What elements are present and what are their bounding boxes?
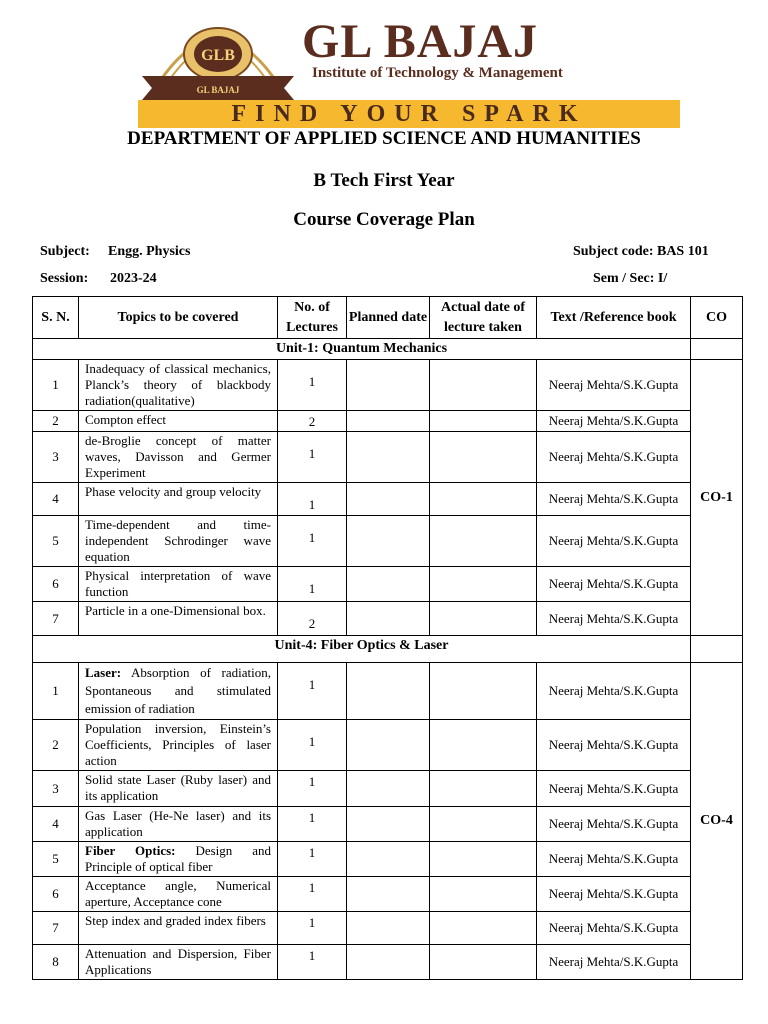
row-actual-date	[430, 877, 537, 912]
row-lectures: 1	[278, 945, 347, 980]
co-cell: CO-1	[691, 360, 743, 636]
row-sn: 5	[33, 516, 79, 567]
session-label: Session:	[40, 271, 89, 286]
row-actual-date	[430, 483, 537, 516]
row-book: Neeraj Mehta/S.K.Gupta	[537, 771, 691, 807]
row-book: Neeraj Mehta/S.K.Gupta	[537, 360, 691, 411]
row-topic: Compton effect	[79, 411, 278, 432]
course-plan-table	[32, 296, 743, 980]
row-sn: 5	[33, 842, 79, 877]
topic-text: Absorption of radiation, Spontaneous and stimulated emission of radiation	[85, 665, 271, 716]
semester-section: Sem / Sec: I/	[593, 271, 668, 286]
row-sn: 2	[33, 411, 79, 432]
row-lectures: 1	[278, 842, 347, 877]
row-lectures: 1	[278, 360, 347, 411]
row-actual-date	[430, 842, 537, 877]
row-actual-date	[430, 432, 537, 483]
unit-row	[33, 636, 743, 663]
col-header-planned-date: Planned date	[347, 297, 430, 339]
col-header-co: CO	[691, 297, 743, 339]
topic-text: Design and Principle of optical fiber	[85, 843, 271, 874]
table-row	[33, 912, 743, 945]
row-actual-date	[430, 567, 537, 602]
row-book: Neeraj Mehta/S.K.Gupta	[537, 945, 691, 980]
row-book: Neeraj Mehta/S.K.Gupta	[537, 516, 691, 567]
row-topic: Solid state Laser (Ruby laser) and its application	[79, 771, 278, 807]
table-header-row	[33, 297, 743, 339]
table-row	[33, 360, 743, 411]
table-row	[33, 877, 743, 912]
subject-value: Engg. Physics	[108, 244, 191, 259]
table-row	[33, 483, 743, 516]
col-header-actual-date: Actual date of lecture taken	[430, 297, 537, 339]
row-lectures: 1	[278, 663, 347, 720]
row-book: Neeraj Mehta/S.K.Gupta	[537, 411, 691, 432]
row-lectures: 1	[278, 877, 347, 912]
table-row	[33, 945, 743, 980]
subject-code: Subject code: BAS 101	[573, 244, 709, 259]
unit-row	[33, 339, 743, 360]
table-row	[33, 602, 743, 636]
row-sn: 2	[33, 720, 79, 771]
row-lectures: 1	[278, 771, 347, 807]
table-row	[33, 516, 743, 567]
row-actual-date	[430, 516, 537, 567]
row-lectures: 1	[278, 807, 347, 842]
row-topic: Step index and graded index fibers	[79, 912, 278, 945]
row-sn: 4	[33, 483, 79, 516]
row-topic: Time-dependent and time-independent Schrodinger wave equation	[79, 516, 278, 567]
row-sn: 6	[33, 567, 79, 602]
co-cell: CO-4	[691, 663, 743, 980]
row-sn: 7	[33, 912, 79, 945]
row-actual-date	[430, 807, 537, 842]
row-topic	[79, 663, 278, 720]
row-book: Neeraj Mehta/S.K.Gupta	[537, 807, 691, 842]
unit-title: Unit-1: Quantum Mechanics	[33, 339, 691, 360]
row-book: Neeraj Mehta/S.K.Gupta	[537, 720, 691, 771]
row-actual-date	[430, 360, 537, 411]
row-lectures: 1	[278, 567, 347, 602]
row-topic	[79, 842, 278, 877]
row-planned-date	[347, 483, 430, 516]
department-heading: DEPARTMENT OF APPLIED SCIENCE AND HUMANITIES	[127, 128, 641, 149]
row-lectures: 1	[278, 912, 347, 945]
row-lectures: 2	[278, 602, 347, 636]
row-planned-date	[347, 360, 430, 411]
unit-title: Unit-4: Fiber Optics & Laser	[33, 636, 691, 663]
row-book: Neeraj Mehta/S.K.Gupta	[537, 842, 691, 877]
row-actual-date	[430, 602, 537, 636]
row-lectures: 2	[278, 411, 347, 432]
row-book: Neeraj Mehta/S.K.Gupta	[537, 567, 691, 602]
row-topic: Inadequacy of classical mechanics, Planck’s theory of blackbody radiation(qualitative)	[79, 360, 278, 411]
row-actual-date	[430, 945, 537, 980]
brand-name: GL BAJAJ	[302, 15, 539, 68]
row-book: Neeraj Mehta/S.K.Gupta	[537, 432, 691, 483]
row-topic: Attenuation and Dispersion, Fiber Applications	[79, 945, 278, 980]
table-row	[33, 567, 743, 602]
row-actual-date	[430, 720, 537, 771]
row-planned-date	[347, 516, 430, 567]
row-book: Neeraj Mehta/S.K.Gupta	[537, 912, 691, 945]
row-sn: 1	[33, 360, 79, 411]
row-topic: Gas Laser (He-Ne laser) and its application	[79, 807, 278, 842]
row-book: Neeraj Mehta/S.K.Gupta	[537, 877, 691, 912]
row-planned-date	[347, 771, 430, 807]
row-sn: 3	[33, 432, 79, 483]
row-lectures: 1	[278, 720, 347, 771]
table-row	[33, 807, 743, 842]
tagline: FIND YOUR SPARK	[231, 101, 587, 127]
row-planned-date	[347, 945, 430, 980]
row-planned-date	[347, 720, 430, 771]
row-lectures: 1	[278, 483, 347, 516]
table-row	[33, 720, 743, 771]
row-planned-date	[347, 912, 430, 945]
table-row	[33, 663, 743, 720]
svg-text:GL BAJAJ: GL BAJAJ	[196, 85, 240, 95]
table-row	[33, 771, 743, 807]
row-planned-date	[347, 411, 430, 432]
row-planned-date	[347, 807, 430, 842]
table-row	[33, 411, 743, 432]
row-topic: Population inversion, Einstein’s Coefficients, Principles of laser action	[79, 720, 278, 771]
institute-logo	[138, 14, 680, 127]
row-planned-date	[347, 877, 430, 912]
row-sn: 7	[33, 602, 79, 636]
row-planned-date	[347, 663, 430, 720]
row-actual-date	[430, 663, 537, 720]
emblem-icon	[138, 14, 298, 102]
table-row	[33, 842, 743, 877]
row-topic: Phase velocity and group velocity	[79, 483, 278, 516]
row-topic: Acceptance angle, Numerical aperture, Acceptance cone	[79, 877, 278, 912]
row-planned-date	[347, 567, 430, 602]
session-value: 2023-24	[110, 271, 157, 286]
row-actual-date	[430, 912, 537, 945]
plan-title: Course Coverage Plan	[293, 209, 475, 230]
subject-label: Subject:	[40, 244, 90, 259]
row-sn: 4	[33, 807, 79, 842]
row-topic: Particle in a one-Dimensional box.	[79, 602, 278, 636]
row-book: Neeraj Mehta/S.K.Gupta	[537, 602, 691, 636]
col-header-topics: Topics to be covered	[79, 297, 278, 339]
row-lectures: 1	[278, 432, 347, 483]
row-actual-date	[430, 411, 537, 432]
col-header-book: Text /Reference book	[537, 297, 691, 339]
row-planned-date	[347, 842, 430, 877]
col-header-lectures: No. of Lectures	[278, 297, 347, 339]
table-row	[33, 432, 743, 483]
row-planned-date	[347, 432, 430, 483]
row-book: Neeraj Mehta/S.K.Gupta	[537, 483, 691, 516]
row-planned-date	[347, 602, 430, 636]
year-heading: B Tech First Year	[313, 170, 455, 191]
row-topic: de-Broglie concept of matter waves, Davisson and Germer Experiment	[79, 432, 278, 483]
row-book: Neeraj Mehta/S.K.Gupta	[537, 663, 691, 720]
row-sn: 1	[33, 663, 79, 720]
brand-subtitle: Institute of Technology & Management	[312, 65, 563, 81]
row-lectures: 1	[278, 516, 347, 567]
col-header-sn: S. N.	[33, 297, 79, 339]
row-actual-date	[430, 771, 537, 807]
svg-text:GLB: GLB	[201, 47, 235, 64]
row-topic: Physical interpretation of wave function	[79, 567, 278, 602]
row-sn: 6	[33, 877, 79, 912]
row-sn: 3	[33, 771, 79, 807]
topic-lead: Fiber Optics:	[85, 843, 176, 858]
topic-lead: Laser:	[85, 665, 122, 680]
row-sn: 8	[33, 945, 79, 980]
